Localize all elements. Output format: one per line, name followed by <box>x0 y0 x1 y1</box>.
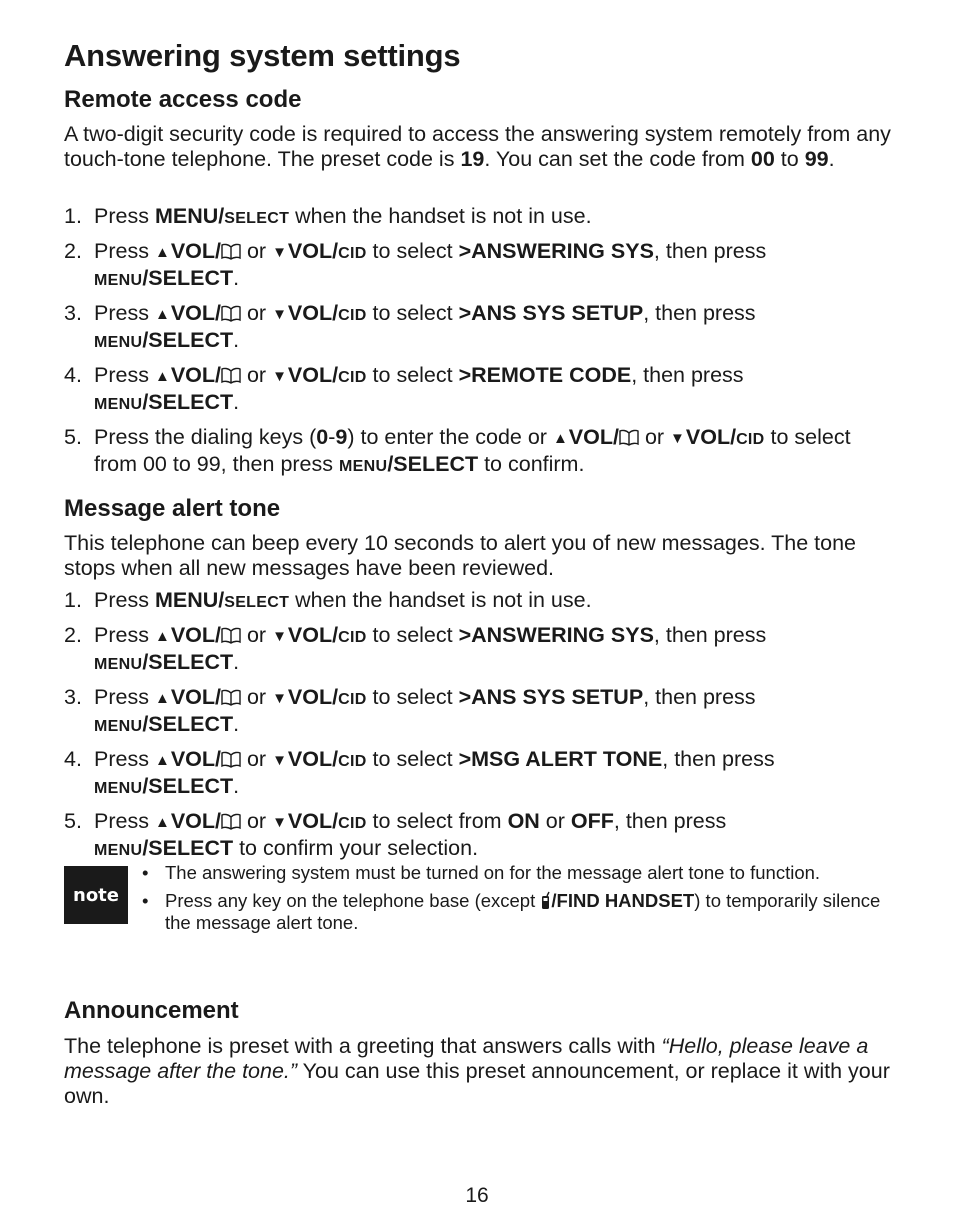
directory-book-icon <box>221 305 241 322</box>
message-alert-intro: This telephone can beep every 10 seconds to alert you of new messages. The tone stops when all new messages have been reviewed. <box>64 531 857 580</box>
message-alert-steps <box>64 588 894 871</box>
up-arrow-icon: ▲ <box>154 244 170 261</box>
up-arrow-icon: ▲ <box>154 690 170 707</box>
directory-book-icon <box>221 243 241 260</box>
down-arrow-icon: ▼ <box>670 430 685 447</box>
up-arrow-icon: ▲ <box>154 368 170 385</box>
remote-access-intro: A two-digit security code is required to access the answering system remotely from any touch-tone telephone. The preset code is 19. You can set the code from 00 to 99. <box>64 122 891 171</box>
remote-step-4: 4. Press ▲VOL/ or ▼VOL/CID to select >REMOTE CODE, then press MENU/SELECT. <box>64 363 744 414</box>
alert-step-3: 3. Press ▲VOL/ or ▼VOL/CID to select >ANS SYS SETUP, then press MENU/SELECT. <box>64 685 756 736</box>
announcement-heading: Announcement <box>64 997 239 1024</box>
down-arrow-icon: ▼ <box>272 368 287 385</box>
note-item-1: • The answering system must be turned on for the message alert tone to function. <box>142 862 821 883</box>
directory-book-icon <box>221 689 241 706</box>
remote-access-steps <box>64 204 894 487</box>
alert-step-1: 1. Press MENU/SELECT when the handset is not in use. <box>64 588 592 612</box>
handset-icon <box>540 891 551 910</box>
directory-book-icon <box>221 367 241 384</box>
down-arrow-icon: ▼ <box>272 814 287 831</box>
page-title: Answering system settings <box>64 38 461 73</box>
remote-step-1: 1. Press MENU/SELECT when the handset is not in use. <box>64 204 592 228</box>
up-arrow-icon: ▲ <box>154 306 170 323</box>
down-arrow-icon: ▼ <box>272 628 287 645</box>
alert-step-5: 5. Press ▲VOL/ or ▼VOL/CID to select from ON or OFF, then press MENU/SELECT to confirm your selection. <box>64 809 727 860</box>
note-badge: note <box>64 866 128 924</box>
up-arrow-icon: ▲ <box>154 814 170 831</box>
announcement-text: The telephone is preset with a greeting that answers calls with “Hello, please leave a message after the tone.” You can use this preset announcement, or replace it with your own. <box>64 1034 890 1108</box>
down-arrow-icon: ▼ <box>272 244 287 261</box>
directory-book-icon <box>221 627 241 644</box>
down-arrow-icon: ▼ <box>272 690 287 707</box>
note-list <box>142 862 902 940</box>
directory-book-icon <box>221 751 241 768</box>
directory-book-icon <box>619 429 639 446</box>
remote-step-2: 2. Press ▲VOL/ or ▼VOL/CID to select >ANSWERING SYS, then press MENU/SELECT. <box>64 239 767 290</box>
message-alert-heading: Message alert tone <box>64 495 281 522</box>
up-arrow-icon: ▲ <box>154 628 170 645</box>
directory-book-icon <box>221 813 241 830</box>
remote-step-5: 5. Press the dialing keys (0-9) to enter the code or ▲VOL/ or ▼VOL/CID to select from 00 to 99, then press MENU/SELECT to confirm. <box>64 425 851 476</box>
down-arrow-icon: ▼ <box>272 306 287 323</box>
alert-step-4: 4. Press ▲VOL/ or ▼VOL/CID to select >MSG ALERT TONE, then press MENU/SELECT. <box>64 747 775 798</box>
remote-access-heading: Remote access code <box>64 86 302 113</box>
alert-step-2: 2. Press ▲VOL/ or ▼VOL/CID to select >ANSWERING SYS, then press MENU/SELECT. <box>64 623 767 674</box>
up-arrow-icon: ▲ <box>154 752 170 769</box>
page-number: 16 <box>465 1184 489 1207</box>
up-arrow-icon: ▲ <box>552 430 568 447</box>
remote-step-3: 3. Press ▲VOL/ or ▼VOL/CID to select >ANS SYS SETUP, then press MENU/SELECT. <box>64 301 756 352</box>
down-arrow-icon: ▼ <box>272 752 287 769</box>
note-item-2: • Press any key on the telephone base (except /FIND HANDSET) to temporarily silence the message alert tone. <box>142 890 881 933</box>
